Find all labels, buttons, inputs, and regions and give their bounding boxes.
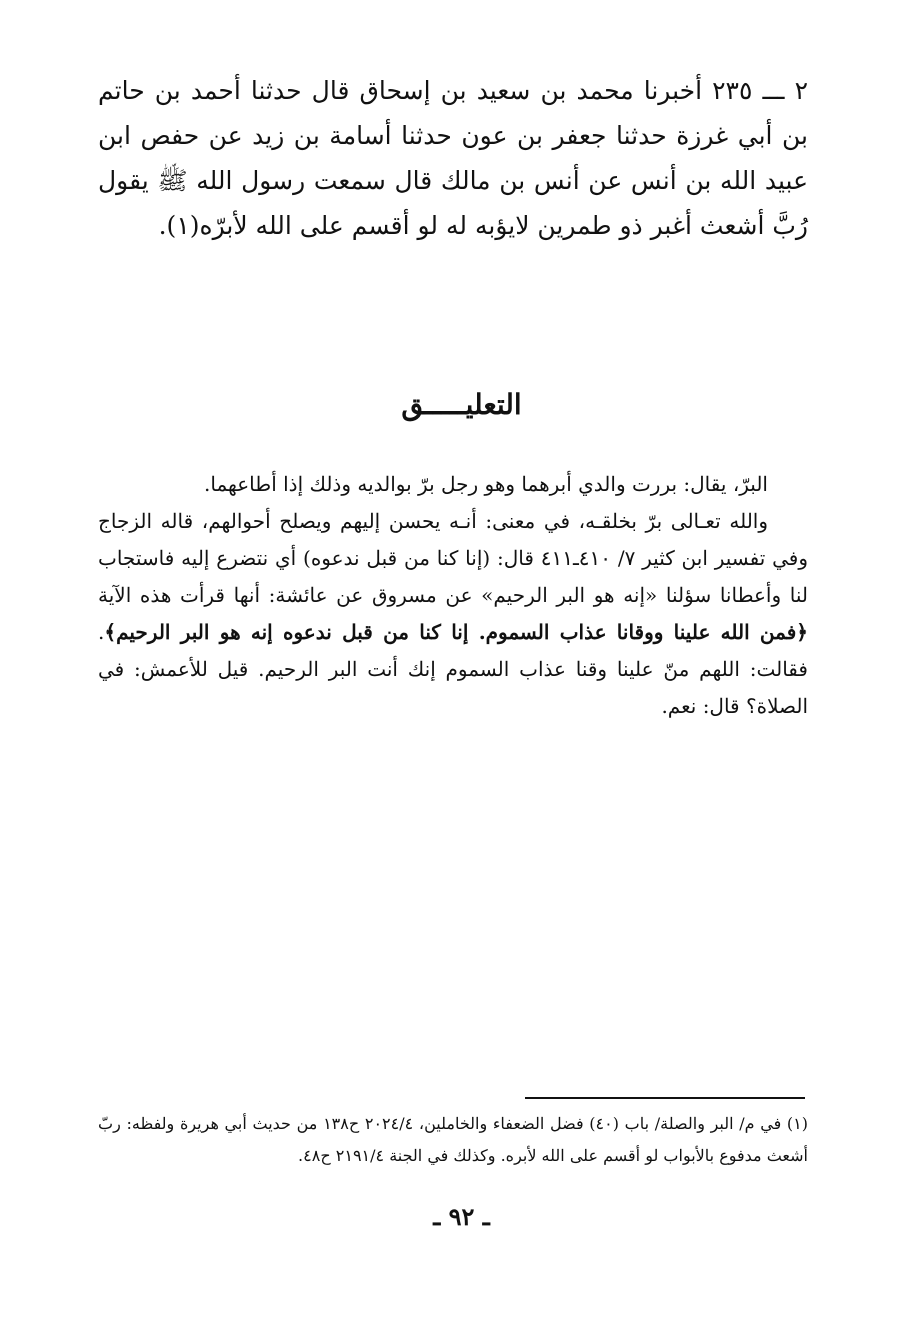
commentary-paragraph-2: [98, 503, 808, 725]
page-number: ـ ٩٢ ـ: [433, 1202, 490, 1231]
commentary-paragraph-1: البرّ، يقال: بررت والدي أبرهما وهو رجل برّ بوالديه وذلك إذا أطاعهما.: [204, 472, 768, 496]
commentary-body: [98, 466, 808, 725]
commentary-heading: التعليـــــق: [401, 388, 522, 421]
hadith-text: [98, 68, 808, 248]
footnotes: [98, 1108, 808, 1172]
commentary-paragraph-2-rest: . فقالت: اللهم منّ علينا وقنا عذاب السموم إنك أنت البر الرحيم. قيل للأعمش: في الصلاة؟ قال: نعم.: [98, 620, 808, 718]
footnote-separator: [525, 1097, 805, 1099]
hadith-paragraph: ٢ ـــ ٢٣٥ أخبرنا محمد بن سعيد بن إسحاق قال حدثنا أحمد بن حاتم بن أبي غرزة حدثنا جعفر بن عون حدثنا أسامة بن زيد عن حفص ابن عبيد الله بن أنس عن أنس بن مالك قال سمعت رسول الله ﷺ يقول رُبَّ أشعث أغبر ذو طمرين لايؤبه له لو أقسم على الله لأبرّه(١).: [98, 76, 808, 240]
quran-verse: ﴿فمن الله علينا ووقانا عذاب السموم. إنا كنا من قبل ندعوه إنه هو البر الرحيم﴾: [104, 620, 808, 644]
commentary-paragraph-2-intro: والله تعـالى برّ بخلقـه، في معنى: أنـه يحسن إليهم ويصلح أحوالهم، قاله الزجاج وفي تفسير ابن كثير ٧/ ٤١٠ـ٤١١ قال: (إنا كنا من قبل ندعوه) أي نتضرع إليه فاستجاب لنا وأعطانا سؤلنا «إنه هو البر الرحيم» عن مسروق عن عائشة: أنها قرأت هذه الآية: [98, 509, 808, 607]
footnote-1: (١) في م/ البر والصلة/ باب (٤٠) فضل الضعفاء والخاملين، ٢٠٢٤/٤ ح١٣٨ من حديث أبي هريرة ولفظه: ربّ أشعث مدفوع بالأبواب لو أقسم على الله لأبره. وكذلك في الجنة ٢١٩١/٤ ح٤٨.: [98, 1114, 809, 1165]
